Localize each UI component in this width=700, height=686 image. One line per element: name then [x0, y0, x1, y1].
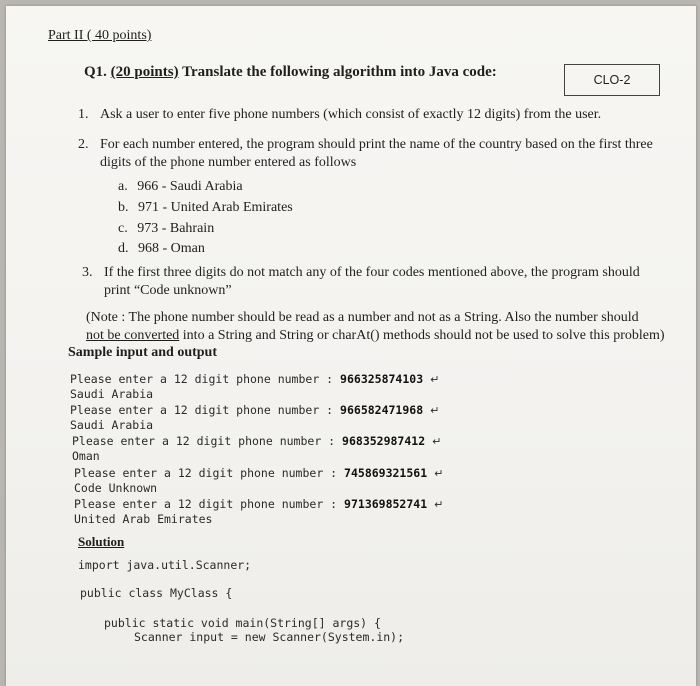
- code-line: import java.util.Scanner;: [78, 558, 252, 572]
- code-letter: b.: [118, 200, 129, 215]
- step-line: print “Code unknown”: [104, 283, 232, 298]
- step-line: If the first three digits do not match any of the four codes mentioned above, the program should: [104, 265, 640, 280]
- step-number: 1.: [78, 107, 89, 122]
- question-text: Translate the following algorithm into Java code:: [182, 64, 497, 80]
- code-line: public class MyClass {: [80, 586, 233, 600]
- part-title: Part II ( 40 points): [48, 28, 152, 43]
- code-letter: d.: [118, 241, 129, 256]
- note-rest: into a String and String or charAt() methods should not be used to solve this problem): [179, 328, 665, 343]
- sample-output: Oman: [72, 449, 100, 463]
- step-number: 2.: [78, 137, 89, 152]
- code-item: [118, 178, 243, 196]
- code-item: [118, 220, 214, 238]
- note-underlined: not be converted: [86, 328, 180, 343]
- sample-prompt: [70, 403, 439, 417]
- sample-prompt: [74, 466, 443, 480]
- code-letter: c.: [118, 221, 128, 236]
- sample-output: United Arab Emirates: [74, 512, 213, 526]
- code-item: [118, 199, 293, 217]
- step-line: For each number entered, the program should print the name of the country based on the first three: [100, 137, 653, 152]
- code-line: public static void main(String[] args) {: [104, 616, 381, 630]
- sample-output: Saudi Arabia: [70, 418, 154, 432]
- code-text: 971 - United Arab Emirates: [138, 200, 293, 215]
- document-page: [6, 6, 696, 686]
- enter-key-icon: ↵: [430, 404, 440, 417]
- code-text: 973 - Bahrain: [137, 221, 215, 236]
- enter-key-icon: ↵: [434, 467, 444, 480]
- input-number: 966582471968: [340, 403, 424, 417]
- question-number: Q1.: [84, 64, 107, 80]
- sample-output: Saudi Arabia: [70, 387, 154, 401]
- sample-output: Code Unknown: [74, 481, 158, 495]
- code-item: [118, 240, 205, 258]
- enter-key-icon: ↵: [430, 373, 440, 386]
- note-line-1: (Note : The phone number should be read as a number and not as a String. Also the number should: [86, 310, 639, 325]
- sample-heading: Sample input and output: [68, 345, 218, 360]
- prompt-text: Please enter a 12 digit phone number :: [74, 497, 338, 511]
- code-letter: a.: [118, 179, 128, 194]
- input-number: 971369852741: [344, 497, 428, 511]
- question-points: (20 points): [110, 64, 179, 80]
- prompt-text: Please enter a 12 digit phone number :: [72, 434, 336, 448]
- sample-prompt: [70, 372, 439, 386]
- code-text: 968 - Oman: [138, 241, 205, 256]
- enter-key-icon: ↵: [432, 435, 442, 448]
- question-heading: [84, 64, 497, 81]
- input-number: 966325874103: [340, 372, 424, 386]
- sample-prompt: [72, 434, 441, 448]
- note-line-2: [86, 327, 665, 345]
- step-line: digits of the phone number entered as follows: [100, 155, 357, 170]
- solution-heading: Solution: [78, 534, 125, 549]
- prompt-text: Please enter a 12 digit phone number :: [70, 403, 334, 417]
- code-text: 966 - Saudi Arabia: [137, 179, 243, 194]
- prompt-text: Please enter a 12 digit phone number :: [74, 466, 338, 480]
- code-line: Scanner input = new Scanner(System.in);: [134, 630, 405, 644]
- clo-box: CLO-2: [564, 64, 660, 96]
- enter-key-icon: ↵: [434, 498, 444, 511]
- prompt-text: Please enter a 12 digit phone number :: [70, 372, 334, 386]
- input-number: 745869321561: [344, 466, 428, 480]
- sample-prompt: [74, 497, 443, 511]
- input-number: 968352987412: [342, 434, 426, 448]
- step-line: Ask a user to enter five phone numbers (which consist of exactly 12 digits) from the user.: [100, 107, 602, 122]
- step-number: 3.: [82, 265, 93, 280]
